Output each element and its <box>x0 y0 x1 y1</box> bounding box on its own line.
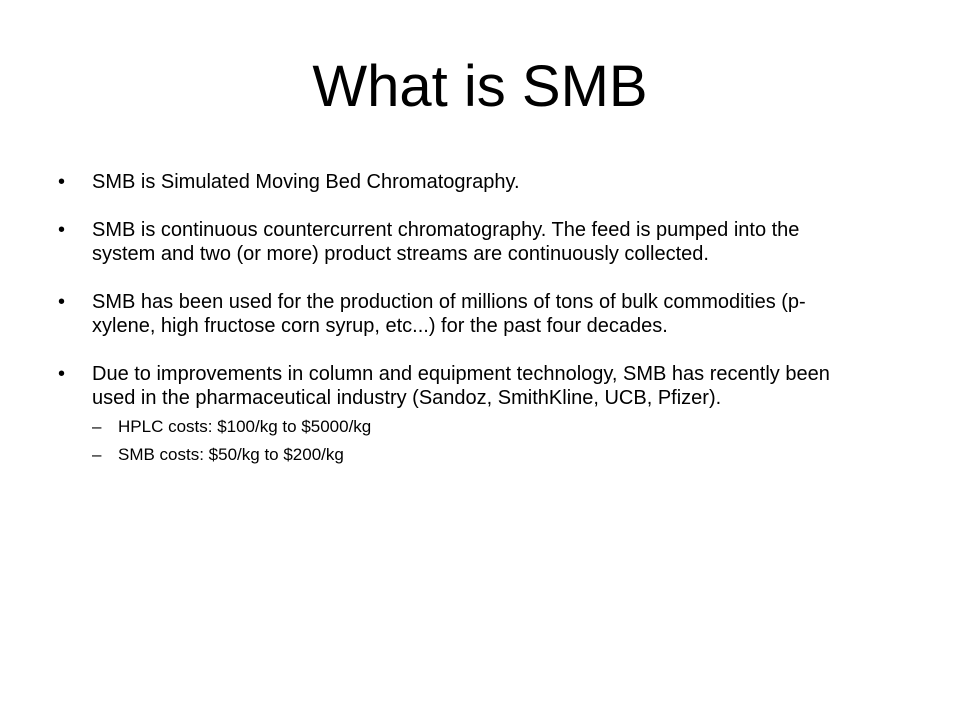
bullet-marker: • <box>58 291 66 313</box>
bullet-item <box>58 170 858 194</box>
bullet-text: SMB has been used for the production of millions of tons of bulk commodities (p-xylene, high fructose corn syrup, etc...) for the past four decades. <box>92 291 806 337</box>
bullet-list <box>58 170 858 490</box>
bullet-text: SMB is Simulated Moving Bed Chromatography. <box>92 171 520 193</box>
slide-title: What is SMB <box>312 54 648 119</box>
sub-bullet-item <box>92 416 858 438</box>
sub-bullet-text: HPLC costs: $100/kg to $5000/kg <box>118 417 372 436</box>
bullet-marker: • <box>58 363 66 385</box>
sub-bullet-list <box>92 416 858 466</box>
bullet-item <box>58 362 858 466</box>
sub-bullet-marker: – <box>92 445 102 464</box>
sub-bullet-marker: – <box>92 417 102 436</box>
bullet-item <box>58 218 858 266</box>
bullet-item <box>58 290 858 338</box>
bullet-marker: • <box>58 219 66 241</box>
bullet-marker: • <box>58 171 66 193</box>
bullet-text: Due to improvements in column and equipment technology, SMB has recently been used in the pharmaceutical industry (Sandoz, SmithKline, UCB, Pfizer). <box>92 363 830 409</box>
sub-bullet-text: SMB costs: $50/kg to $200/kg <box>118 445 344 464</box>
sub-bullet-item <box>92 444 858 466</box>
bullet-text: SMB is continuous countercurrent chromatography. The feed is pumped into the system and two (or more) product streams are continuously collected. <box>92 219 800 265</box>
